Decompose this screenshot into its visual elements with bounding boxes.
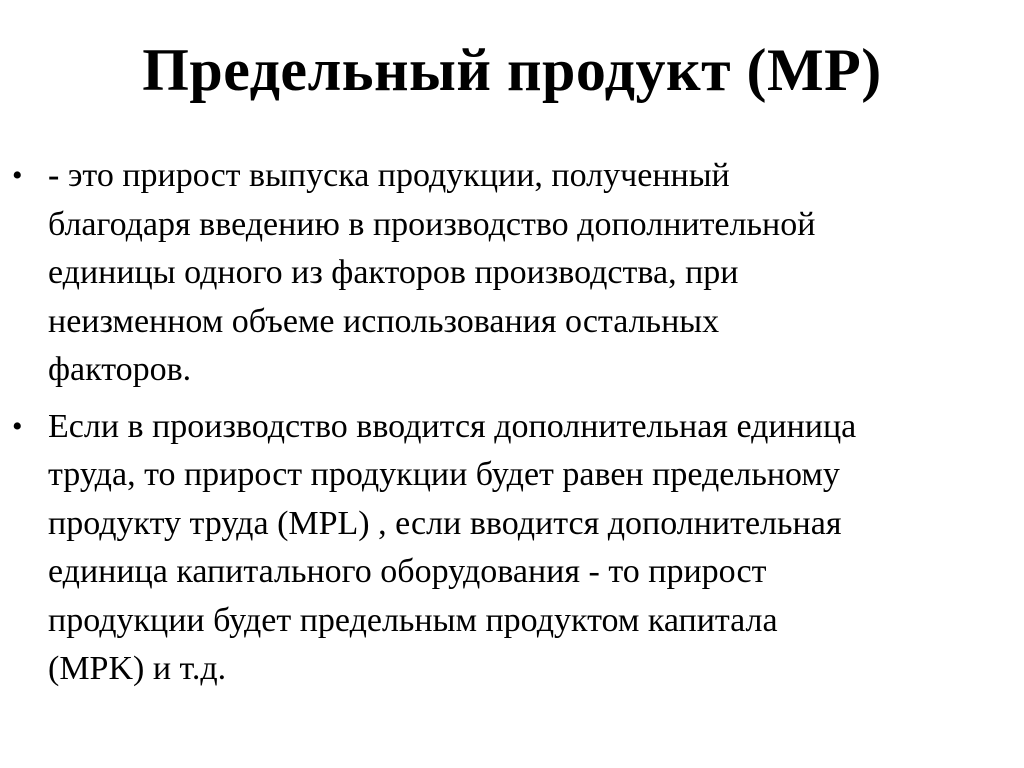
bullet-line: продукту труда (MPL) , если вводится дополнительная <box>48 504 842 542</box>
bullet-line: Если в производство вводится дополнительная единица <box>48 407 857 445</box>
bullet-line: благодаря введению в производство дополнительной <box>48 205 816 243</box>
bullet-line: единица капитального оборудования - то прирост <box>48 553 767 590</box>
bullet-item-definition <box>0 152 1024 395</box>
bullet-dash: - <box>48 157 60 194</box>
bullet-marker: • <box>12 159 23 192</box>
bullet-line: неизменном объеме использования остальных <box>48 302 720 340</box>
bullet-line: (MPK) и т.д. <box>48 650 227 687</box>
bullet-marker: • <box>12 409 23 443</box>
bullet-line: труда, то прирост продукции будет равен предельному <box>48 456 840 493</box>
bullet-item-example <box>0 403 1024 694</box>
bullet-line: единицы одного из факторов производства, при <box>48 254 739 291</box>
bullet-line <box>48 152 1004 201</box>
bullet-list <box>0 152 1024 702</box>
bullet-line: продукции будет предельным продуктом капитала <box>48 601 778 639</box>
bullet-line: факторов. <box>48 351 192 388</box>
slide-title: Предельный продукт (МР) <box>142 37 882 103</box>
bullet-text: это прирост выпуска продукции, полученный <box>59 157 730 194</box>
